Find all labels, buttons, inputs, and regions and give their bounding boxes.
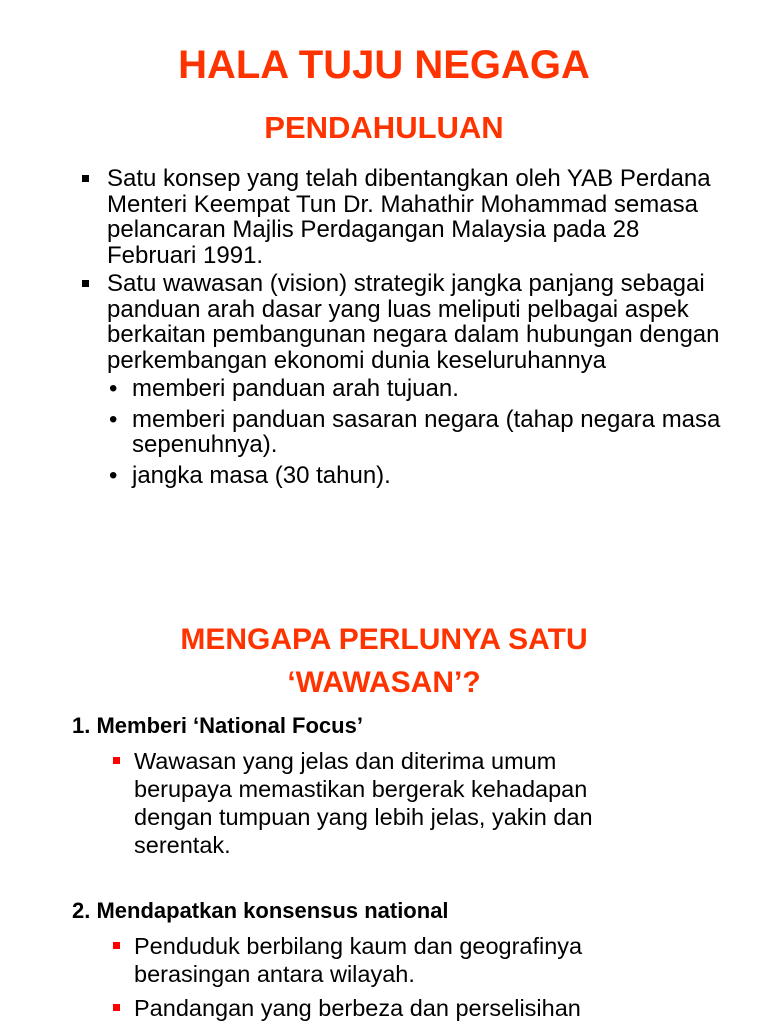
sub-list-item — [103, 376, 728, 402]
title-line-1: MENGAPA PERLUNYA SATU — [180, 623, 588, 656]
dot-bullet-icon: • — [109, 375, 118, 402]
sub-list-item-text: memberi panduan arah tujuan. — [132, 375, 459, 402]
list-item-text: Pandangan yang berbeza dan perselisihan — [134, 995, 581, 1021]
page-title: HALA TUJU NEGAGA — [178, 43, 590, 87]
list-item — [78, 271, 728, 488]
red-square-bullet-icon — [113, 1004, 120, 1011]
sub-list-item-text: memberi panduan sasaran negara (tahap negara masa sepenuhnya). — [132, 405, 721, 458]
dot-bullet-icon: • — [109, 461, 118, 489]
list-item — [110, 932, 650, 988]
list-item-text: Penduduk berbilang kaum dan geografinya berasingan antara wilayah. — [134, 933, 583, 987]
red-square-bullet-icon — [113, 942, 120, 949]
red-square-bullet-icon — [113, 757, 120, 764]
list-item-text: Satu konsep yang telah dibentangkan oleh YAB Perdana Menteri Keempat Tun Dr. Mahathir Mohammad semasa pelancaran Majlis Perdagangan Malaysia pada 28 Februari 1991. — [107, 165, 711, 269]
sub-list-item — [103, 463, 728, 489]
section-heading: 1. Memberi ‘National Focus’ — [72, 713, 363, 738]
bullet-list — [110, 932, 650, 1028]
sub-list-item — [103, 407, 728, 458]
sub-list-item-text: jangka masa (30 tahun). — [132, 461, 391, 489]
list-item-text: Satu wawasan (vision) strategik jangka panjang sebagai panduan arah dasar yang luas meliputi pelbagai aspek berkaitan pembangunan negara dalam hubungan dengan perkembangan ekonomi dunia keseluruhannya — [107, 270, 720, 374]
sub-bullet-list — [107, 376, 728, 488]
bullet-list — [78, 166, 728, 493]
bullet-list — [110, 747, 650, 865]
list-item — [78, 166, 728, 268]
list-item — [110, 994, 650, 1022]
section-heading: 2. Mendapatkan konsensus national — [72, 898, 449, 923]
slide-mengapa-wawasan — [0, 560, 768, 1024]
section-title: PENDAHULUAN — [264, 110, 504, 145]
list-item — [110, 747, 650, 859]
square-bullet-icon — [82, 280, 89, 287]
title-line-2: ‘WAWASAN’? — [287, 666, 481, 699]
square-bullet-icon — [82, 175, 89, 182]
dot-bullet-icon: • — [109, 405, 118, 433]
page-title — [0, 618, 768, 704]
list-item-text: Wawasan yang jelas dan diterima umum berupaya memastikan bergerak kehadapan dengan tumpuan yang lebih jelas, yakin dan serentak. — [134, 748, 593, 858]
